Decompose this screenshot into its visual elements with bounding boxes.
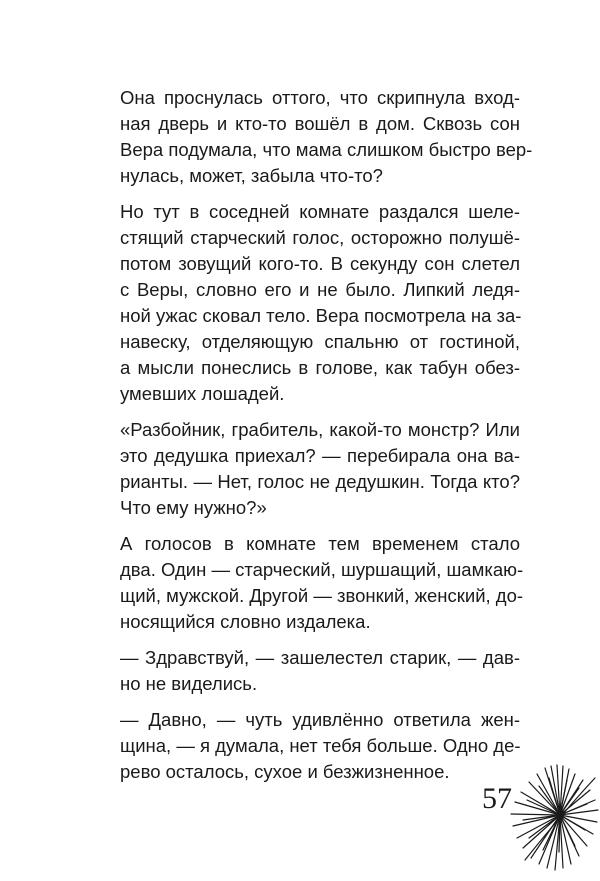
text-line: носящийся словно издалека. — [120, 611, 371, 632]
text-line: стящий старческий голос, осторожно полушё- — [120, 227, 520, 248]
text-line: — Давно, — чуть удивлённо ответила жен- — [120, 709, 520, 730]
paragraph-2 — [120, 199, 520, 407]
text-line: Она проснулась оттого, что скрипнула вход- — [120, 87, 520, 108]
text-line: это дедушка приехал? — перебирала она ва- — [120, 445, 520, 466]
text-line: Но тут в соседней комнате раздался шеле- — [120, 201, 520, 222]
pine-branch-icon — [505, 760, 600, 875]
text-line: Что ему нужно?» — [120, 497, 267, 518]
text-line: рианты. — Нет, голос не дедушкин. Тогда кто? — [120, 471, 520, 492]
body-text — [120, 85, 533, 795]
text-line: умевших лошадей. — [120, 383, 285, 404]
text-line: рево осталось, сухое и безжизненное. — [120, 761, 450, 782]
text-line: А голосов в комнате тем временем стало — [120, 533, 520, 554]
text-line: — Здравствуй, — зашелестел старик, — дав- — [120, 647, 520, 668]
text-line: ная дверь и кто-то вошёл в дом. Сквозь сон — [120, 113, 520, 134]
text-line: потом зовущий кого-то. В секунду сон слетел — [120, 253, 520, 274]
text-line: щий, мужской. Другой — звонкий, женский, до- — [120, 585, 524, 606]
text-line: «Разбойник, грабитель, какой-то монстр? Или — [120, 419, 520, 440]
text-line: два. Один — старческий, шуршащий, шамкаю- — [120, 559, 524, 580]
text-line: ной ужас сковал тело. Вера посмотрела на за- — [120, 305, 522, 326]
page-number: 57 — [482, 782, 512, 815]
paragraph-5 — [120, 645, 520, 697]
text-line: с Веры, словно его и не было. Липкий ледя- — [120, 279, 520, 300]
text-line: навеску, отделяющую спальню от гостиной, — [120, 331, 520, 352]
text-line: нулась, может, забыла что-то? — [120, 165, 383, 186]
text-line: Вера подумала, что мама слишком быстро вер- — [120, 139, 533, 160]
paragraph-3 — [120, 417, 520, 521]
paragraph-1 — [120, 85, 533, 189]
text-line: а мысли понеслись в голове, как табун обез- — [120, 357, 520, 378]
paragraph-4 — [120, 531, 524, 635]
paragraph-6 — [120, 707, 520, 785]
text-line: но не виделись. — [120, 673, 258, 694]
text-line: щина, — я думала, нет тебя больше. Одно де- — [120, 735, 521, 756]
